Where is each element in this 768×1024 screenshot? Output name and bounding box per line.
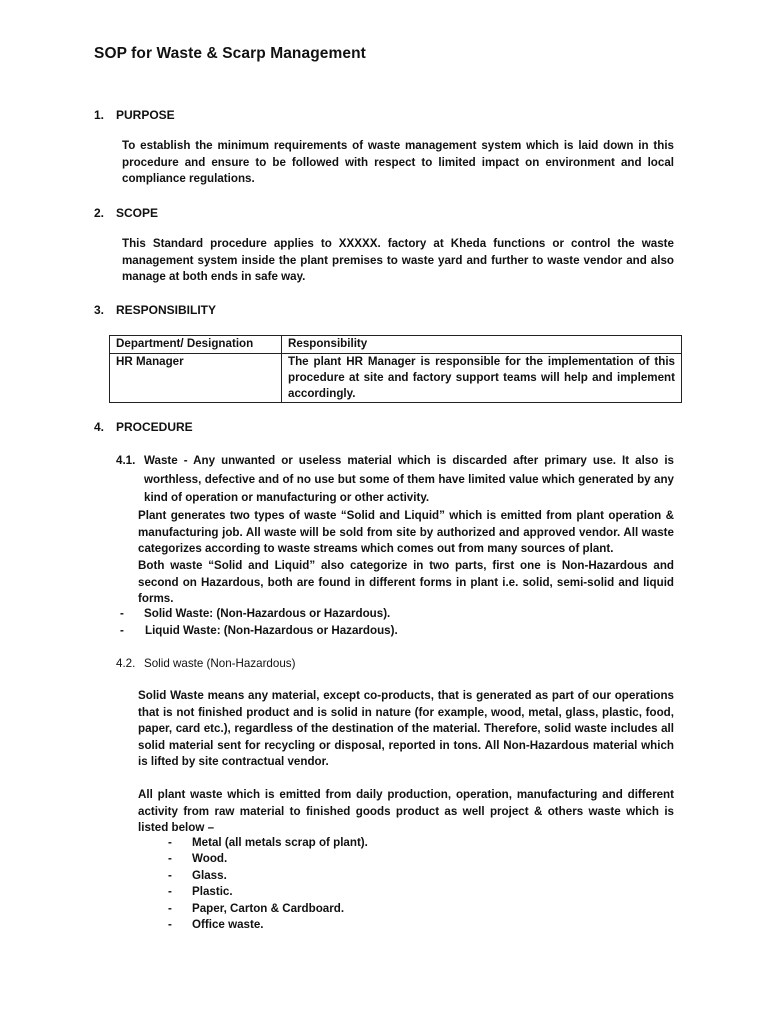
table-header-row bbox=[110, 336, 682, 354]
section-title: RESPONSIBILITY bbox=[116, 303, 217, 317]
section-title: PURPOSE bbox=[116, 108, 175, 122]
list-item bbox=[120, 607, 520, 624]
page-title: SOP for Waste & Scarp Management bbox=[94, 45, 366, 62]
list-item-text: Paper, Carton & Cardboard. bbox=[192, 902, 345, 915]
list-item bbox=[168, 885, 468, 902]
list-item bbox=[168, 836, 468, 853]
subsection-number: 4.2. bbox=[116, 657, 136, 670]
section-number: 4. bbox=[94, 420, 105, 434]
responsibility-table bbox=[109, 335, 682, 403]
waste-types-paragraph: Plant generates two types of waste “Solid and Liquid” which is emitted from plant operation & manufacturing job. All waste will be sold from site by authorized and approved vendor. All waste categorizes according to waste streams which comes out from many sources of plant. bbox=[138, 509, 674, 556]
solid-waste-paragraph: Solid Waste means any material, except co-products, that is generated as part of our operations that is not finished product and is solid in nature (for example, wood, metal, glass, plastic, food, paper, card etc.), regardless of the destination of the material. Therefore, solid waste includes all solid material sent for recycling or disposal, reported in tons. All Non-Hazardous material which is lifted by site contractual vendor. bbox=[138, 689, 674, 769]
list-item-text: Solid Waste: (Non-Hazardous or Hazardous). bbox=[144, 607, 391, 620]
table-cell-designation: HR Manager bbox=[110, 354, 282, 403]
bullet-dash: - bbox=[168, 852, 172, 865]
list-item bbox=[168, 852, 468, 869]
section-heading-scope bbox=[94, 206, 294, 222]
list-item-text: Office waste. bbox=[192, 918, 264, 931]
scope-paragraph: This Standard procedure applies to XXXXX. factory at Kheda functions or control the waste management system inside the plant premises to waste yard and further to waste vendor and also manage at both ends in safe way. bbox=[122, 237, 674, 284]
list-item-text: Glass. bbox=[192, 869, 227, 882]
section-number: 1. bbox=[94, 108, 105, 122]
bullet-dash: - bbox=[168, 918, 172, 931]
waste-categories-paragraph: Both waste “Solid and Liquid” also categorize in two parts, first one is Non-Hazardous and second on Hazardous, both are found in different forms in plant i.e. solid, semi-solid and liquid forms. bbox=[138, 559, 674, 606]
section-heading-responsibility bbox=[94, 303, 344, 319]
section-number: 2. bbox=[94, 206, 105, 220]
bullet-dash: - bbox=[168, 869, 172, 882]
plant-waste-paragraph: All plant waste which is emitted from daily production, operation, manufacturing and different activity from raw material to finished goods product as well project & others waste which is listed below – bbox=[138, 788, 674, 835]
list-item-text: Wood. bbox=[192, 852, 228, 865]
table-row bbox=[110, 354, 682, 403]
list-item bbox=[168, 869, 468, 886]
subsection-number: 4.1. bbox=[116, 454, 136, 467]
section-title: PROCEDURE bbox=[116, 420, 193, 434]
section-number: 3. bbox=[94, 303, 105, 317]
bullet-dash: - bbox=[120, 624, 124, 637]
section-heading-purpose bbox=[94, 108, 294, 124]
list-item bbox=[168, 902, 468, 919]
subsection-title: Solid waste (Non-Hazardous) bbox=[144, 657, 296, 670]
list-item bbox=[120, 624, 520, 641]
table-header-cell: Department/ Designation bbox=[110, 336, 282, 354]
list-item-text: Metal (all metals scrap of plant). bbox=[192, 836, 368, 849]
bullet-dash: - bbox=[120, 607, 124, 620]
table-header-cell: Responsibility bbox=[282, 336, 682, 354]
list-item-text: Plastic. bbox=[192, 885, 233, 898]
list-item-text: Liquid Waste: (Non-Hazardous or Hazardous). bbox=[145, 624, 398, 637]
table-cell-responsibility: The plant HR Manager is responsible for the implementation of this procedure at site and factory support teams will help and implement accordingly. bbox=[282, 354, 682, 403]
bullet-dash: - bbox=[168, 836, 172, 849]
bullet-dash: - bbox=[168, 885, 172, 898]
section-heading-procedure bbox=[94, 420, 344, 436]
section-title: SCOPE bbox=[116, 206, 159, 220]
purpose-paragraph: To establish the minimum requirements of waste management system which is laid down in this procedure and ensure to be followed with respect to limited impact on environment and local compliance regulations. bbox=[122, 139, 674, 186]
list-item bbox=[168, 918, 468, 935]
bullet-dash: - bbox=[168, 902, 172, 915]
waste-definition: Waste - Any unwanted or useless material which is discarded after primary use. It also is worthless, defective and of no use but some of them have limited value which generated by any kind of operation or manufacturing or other activity. bbox=[144, 454, 674, 504]
